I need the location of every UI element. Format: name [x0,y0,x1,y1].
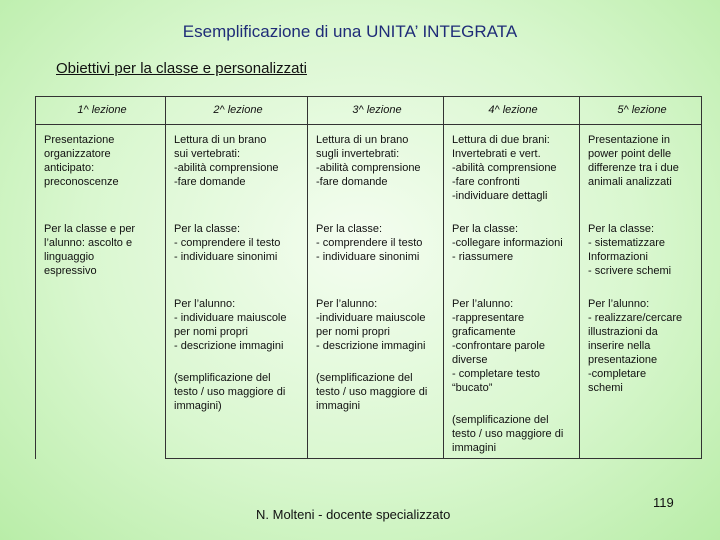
slide-title: Esemplificazione di una UNITA’ INTEGRATA [182,22,518,41]
lesson-table [35,96,702,459]
slide-footer: N. Molteni - docente specializzato [256,507,451,522]
table-cell: Lettura di un brano sugli invertebrati: -abilità comprensione -fare domande [308,125,444,215]
table-row [36,125,702,215]
header-lesson-2: 2^ lezione [166,97,308,125]
table-cell: Per la classe: -collegare informazioni - riassumere [444,214,580,285]
table-cell [308,285,444,459]
header-lesson-5: 5^ lezione [580,97,702,125]
table-cell-empty [36,285,166,459]
table-header-row [36,97,702,125]
student-objectives: Per l’alunno: -individuare maiuscole per nomi propri - descrizione immagini [316,298,426,352]
table-row [36,214,702,285]
simplification-note: (semplificazione del testo / uso maggiore di immagini) [174,372,286,412]
table-cell: Presentazione in power point delle differenze tra i due animali analizzati [580,125,702,215]
table-cell: Per la classe: - comprendere il testo - individuare sinonimi [166,214,308,285]
header-lesson-1: 1^ lezione [36,97,166,125]
table-cell: Per la classe: - comprendere il testo - individuare sinonimi [308,214,444,285]
table-cell [444,285,580,459]
student-objectives: Per l’alunno: -rappresentare graficamente -confrontare parole diverse - completare testo “bucato” [452,298,545,394]
simplification-note: (semplificazione del testo / uso maggiore di immagini [452,414,564,454]
table-cell: Presentazione organizzatore anticipato: preconoscenze [36,125,166,215]
table-cell [166,285,308,459]
slide-subtitle: Obiettivi per la classe e personalizzati [56,60,307,77]
table-cell: Lettura di un brano sui vertebrati: -abilità comprensione -fare domande [166,125,308,215]
table-cell: Lettura di due brani: Invertebrati e vert. -abilità comprensione -fare confronti -individuare dettagli [444,125,580,215]
student-objectives: Per l’alunno: - individuare maiuscole per nomi propri - descrizione immagini [174,298,287,352]
header-lesson-3: 3^ lezione [308,97,444,125]
header-lesson-4: 4^ lezione [444,97,580,125]
table-row [36,285,702,459]
student-objectives: Per l’alunno: - realizzare/cercare illustrazioni da inserire nella presentazione -completare schemi [588,298,683,394]
table-cell: Per la classe e per l’alunno: ascolto e linguaggio espressivo [36,214,166,285]
table-cell [580,285,702,459]
simplification-note: (semplificazione del testo / uso maggiore di immagini [316,372,428,412]
page-number: 119 [653,495,674,510]
table-cell: Per la classe: - sistematizzare Informazioni - scrivere schemi [580,214,702,285]
